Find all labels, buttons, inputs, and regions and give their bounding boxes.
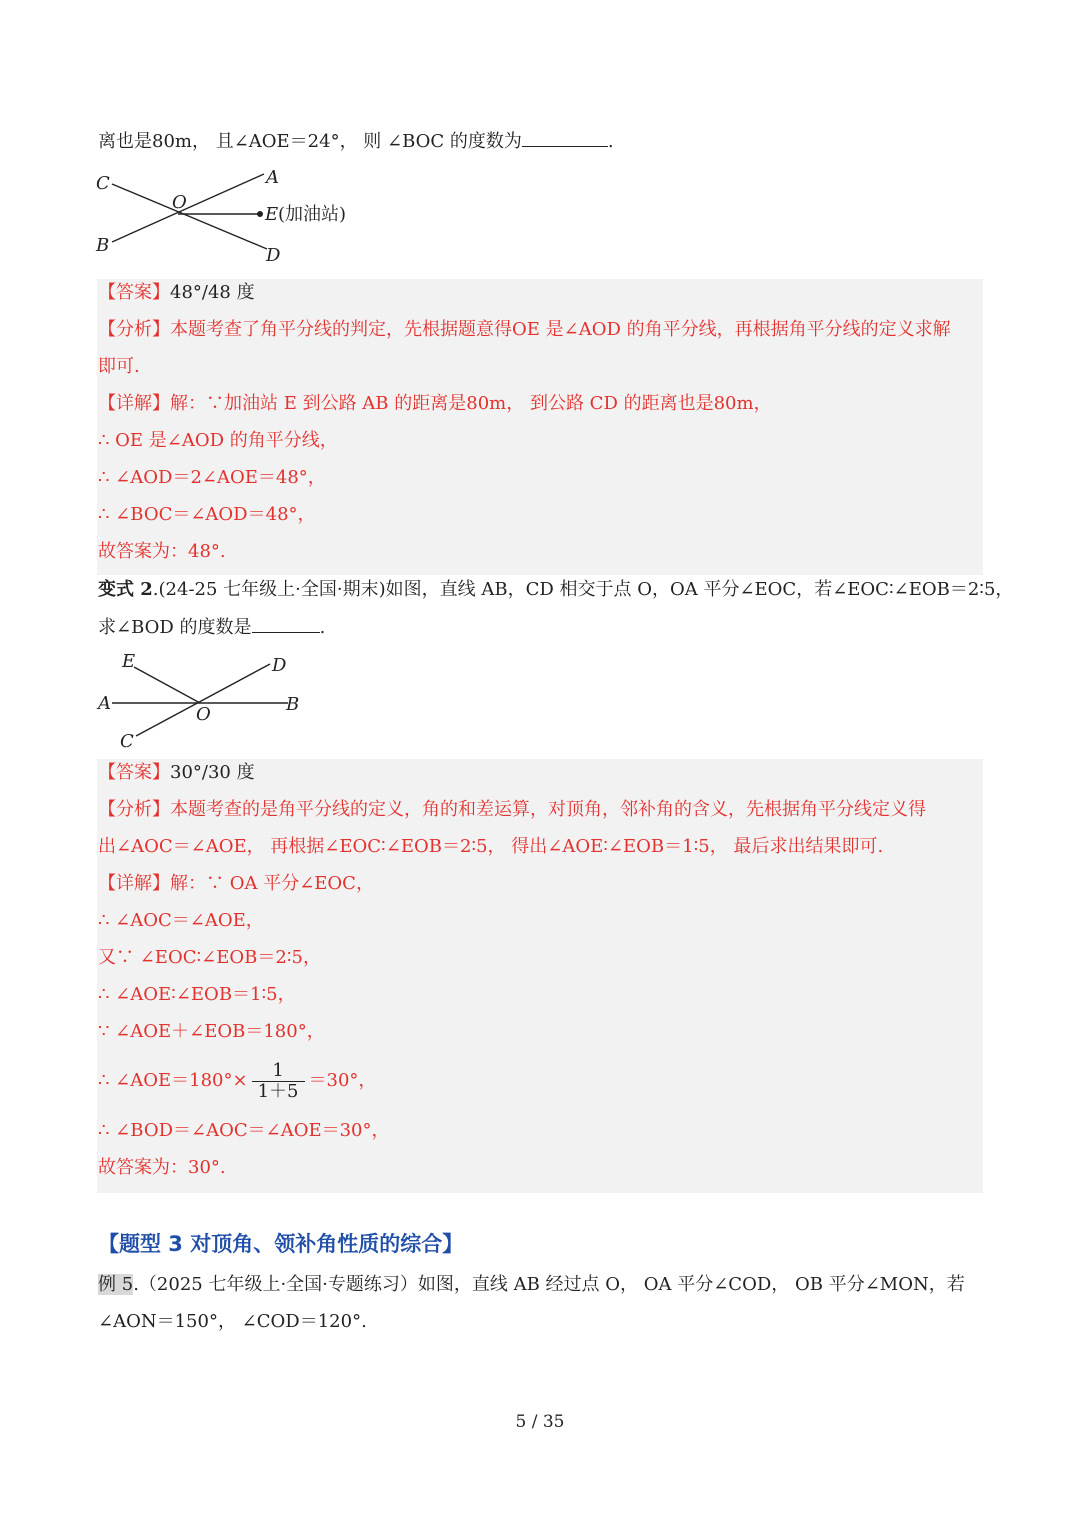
label-a: A [266,167,279,188]
question-line: .（2025 七年级上·全国·专题练习）如图，直线 AB 经过点 O， OA 平分∠COD， OB 平分∠MON，若 [133,1274,965,1295]
analysis-text: 本题考查了角平分线的判定，先根据题意得OE 是∠AOD 的角平分线，再根据角平分线的定义求解 [170,319,951,340]
detail-step: ∴ ∠BOC＝∠AOD＝48°， [98,504,316,525]
detail-step: ∴ OE 是∠AOD 的角平分线， [98,430,338,451]
label-a: A [98,693,111,714]
detail-step: 又∵ ∠EOC∶∠EOB＝2∶5， [98,947,321,968]
analysis-tag: 【分析】 [98,799,170,820]
detail-step: ∴ ∠AOE∶∠EOB＝1∶5， [98,984,296,1005]
label-c: C [96,173,110,194]
analysis-line [98,317,951,343]
answer-line [98,280,255,306]
detail-text: 解：∵加油站 E 到公路 AB 的距离是80m， 到公路 CD 的距离也是80m， [170,393,772,414]
page-number: 5 / 35 [515,1412,565,1432]
label-d: D [266,245,281,266]
question-line: .(24-25 七年级上·全国·期末)如图，直线 AB，CD 相交于点 O，OA 平分∠EOC，若∠EOC∶∠EOB＝2∶5， [152,579,1014,600]
detail-tag: 【详解】 [98,873,170,894]
answer-blank [522,128,608,147]
label-gas-station: (加油站) [278,204,347,225]
label-e: E [265,204,279,225]
detail-step: ∴ ∠AOD＝2∠AOE＝48°， [98,467,326,488]
analysis-line [98,797,926,823]
answer-blank [252,614,320,633]
detail-line [98,871,374,897]
label-e: E [122,651,136,672]
line-cd [112,184,267,249]
detail-step: 故答案为：48°. [98,541,226,562]
period: . [607,131,614,152]
answer-tag: 【答案】 [98,762,170,783]
label-c: C [120,731,134,752]
analysis-tag: 【分析】 [98,319,170,340]
detail-text: 解：∵ OA 平分∠EOC， [170,873,374,894]
fraction-denominator: 1＋5 [257,1080,299,1102]
period: . [319,617,326,638]
analysis-text: 出∠AOC＝∠AOE， 再根据∠EOC∶∠EOB＝2∶5， 得出∠AOE∶∠EOB＝1∶5， 最后求出结果即可. [98,836,884,857]
label-o: O [172,192,187,213]
analysis-text: 即可. [98,356,140,377]
analysis-text: 本题考查的是角平分线的定义，角的和差运算，对顶角，邻补角的含义，先根据角平分线定义得 [170,799,926,820]
label-d: D [272,655,287,676]
answer-value: 30°/30 度 [170,762,255,783]
label-b: B [286,694,300,715]
figure-2 [92,648,312,752]
detail-step: ∵ ∠AOE＋∠EOB＝180°， [98,1021,325,1042]
detail-step-fraction [98,1058,376,1104]
line-ab [112,174,264,242]
section-heading: 【题型 3 对顶角、领补角性质的综合】 [98,1232,464,1256]
question-text [98,128,614,155]
label-b: B [96,235,110,256]
detail-tag: 【详解】 [98,393,170,414]
answer-value: 48°/48 度 [170,282,255,303]
figure-1 [92,164,382,268]
fraction-prefix: ∴ ∠AOE＝180°× [98,1070,248,1091]
answer-line [98,760,255,786]
label-o: O [196,704,211,725]
detail-step: 故答案为：30°. [98,1157,226,1178]
detail-line [98,391,772,417]
detail-step: ∴ ∠AOC＝∠AOE， [98,910,264,931]
question-label: 例 5 [98,1274,134,1295]
point-e [257,211,263,217]
line-cd [136,664,270,736]
question-text [98,614,325,641]
ray-oe [134,667,200,703]
question-label: 变式 2 [98,579,153,600]
question-line: 求∠BOD 的度数是 [98,617,252,638]
question-line: ∠AON＝150°， ∠COD＝120°. [98,1311,367,1332]
fraction [252,1061,305,1102]
detail-step: ∴ ∠BOD＝∠AOC＝∠AOE＝30°， [98,1120,390,1141]
fraction-suffix: ＝30°， [308,1070,377,1091]
answer-tag: 【答案】 [98,282,170,303]
question-line: 离也是80m， 且∠AOE＝24°， 则 ∠BOC 的度数为 [98,131,522,152]
question-text [98,1272,965,1298]
question-text [98,577,1013,603]
fraction-numerator: 1 [252,1061,305,1082]
